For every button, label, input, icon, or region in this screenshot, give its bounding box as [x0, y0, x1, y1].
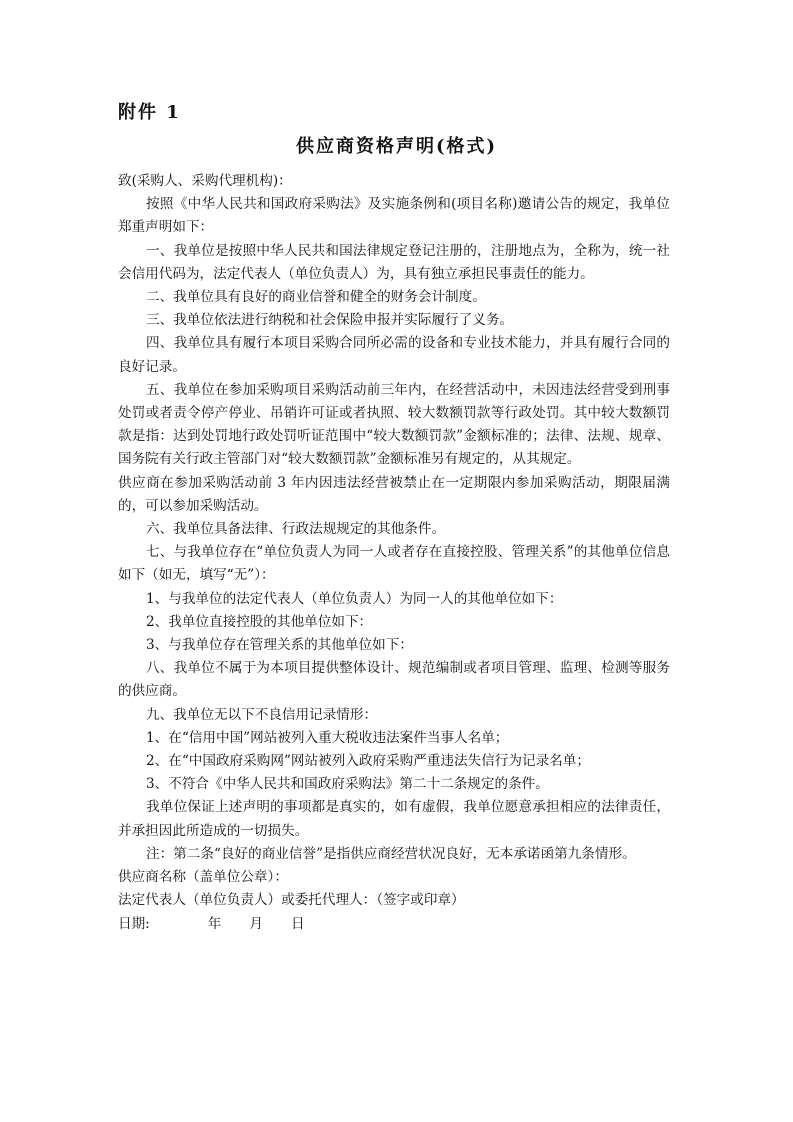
clause-9-item-2: 2、在“中国政府采购网”网站被列入政府采购严重违法失信行为记录名单；	[146, 753, 590, 770]
date-month: 月	[249, 915, 263, 932]
document-title: 供应商资格声明(格式)	[295, 136, 498, 157]
clause-9-item-1: 1、在“信用中国”网站被列入重大税收违法案件当事人名单；	[146, 729, 509, 746]
clause-1: 一、我单位是按照中华人民共和国法律规定登记注册的，注册地点为，全称为，统一社会信用代码为，法定代表人（单位负责人）为，具有独立承担民事责任的能力。	[118, 242, 670, 282]
clause-6: 六、我单位具备法律、行政法规规定的其他条件。	[146, 521, 446, 538]
date-day: 日	[290, 915, 305, 932]
clause-5: 五、我单位在参加采购项目采购活动前三年内，在经营活动中，未因违法经营受到刑事处罚或者责令停产停业、吊销许可证或者执照、较大数额罚款等行政处罚。其中较大数额罚款是指：达到处罚地行政处罚听证范围中“较大数额罚款”金额标准的；法律、法规、规章、国务院有关行政主管部门对“较大数额罚款”金额标准另有规定的，从其规定。	[118, 381, 670, 468]
clause-2: 二、我单位具有良好的商业信誉和健全的财务会计制度。	[146, 289, 486, 306]
clause-7-item-3: 3、与我单位存在管理关系的其他单位如下：	[146, 637, 413, 654]
clause-7: 七、与我单位存在“单位负责人为同一人或者存在直接控股、管理关系”的其他单位信息如下（如无，填写“无”）：	[118, 544, 670, 584]
date-label: 日期:	[118, 915, 150, 932]
supplier-name-line: 供应商名称（盖单位公章）：	[118, 869, 288, 886]
clause-4: 四、我单位具有履行本项目采购合同所必需的设备和专业技术能力，并具有履行合同的良好记录。	[118, 335, 670, 375]
date-line	[118, 913, 670, 936]
clause-9: 九、我单位无以下不良信用记录情形：	[146, 706, 378, 723]
clause-8: 八、我单位不属于为本项目提供整体设计、规范编制或者项目管理、监理、检测等服务的供应商。	[118, 660, 670, 700]
clause-3: 三、我单位依法进行纳税和社会保险申报并实际履行了义务。	[146, 312, 514, 329]
note-paragraph: 注：第二条“良好的商业信誉”是指供应商经营状况良好，无本承诺函第九条情形。	[146, 845, 636, 862]
addressee-line: 致(采购人、采购代理机构)：	[118, 173, 292, 189]
legal-rep-line: 法定代表人（单位负责人）或委托代理人：（签字或印章）	[118, 892, 465, 909]
attachment-label: 附件 1	[118, 102, 181, 123]
clause-5-note: 供应商在参加采购活动前 3 年内因违法经营被禁止在一定期限内参加采购活动，期限届满的，可以参加采购活动。	[118, 474, 670, 514]
document-body	[118, 170, 670, 936]
clause-7-item-2: 2、我单位直接控股的其他单位如下：	[146, 613, 373, 630]
clause-9-item-3: 3、不符合《中华人民共和国政府采购法》第二十二条规定的条件。	[146, 776, 549, 793]
date-year: 年	[207, 915, 222, 932]
intro-paragraph: 按照《中华人民共和国政府采购法》及实施条例和(项目名称)邀请公告的规定，我单位郑重声明如下：	[118, 196, 670, 236]
clause-7-item-1: 1、与我单位的法定代表人（单位负责人）为同一人的其他单位如下：	[146, 590, 563, 607]
guarantee-paragraph: 我单位保证上述声明的事项都是真实的，如有虚假，我单位愿意承担相应的法律责任，并承担因此所造成的一切损失。	[118, 799, 670, 839]
